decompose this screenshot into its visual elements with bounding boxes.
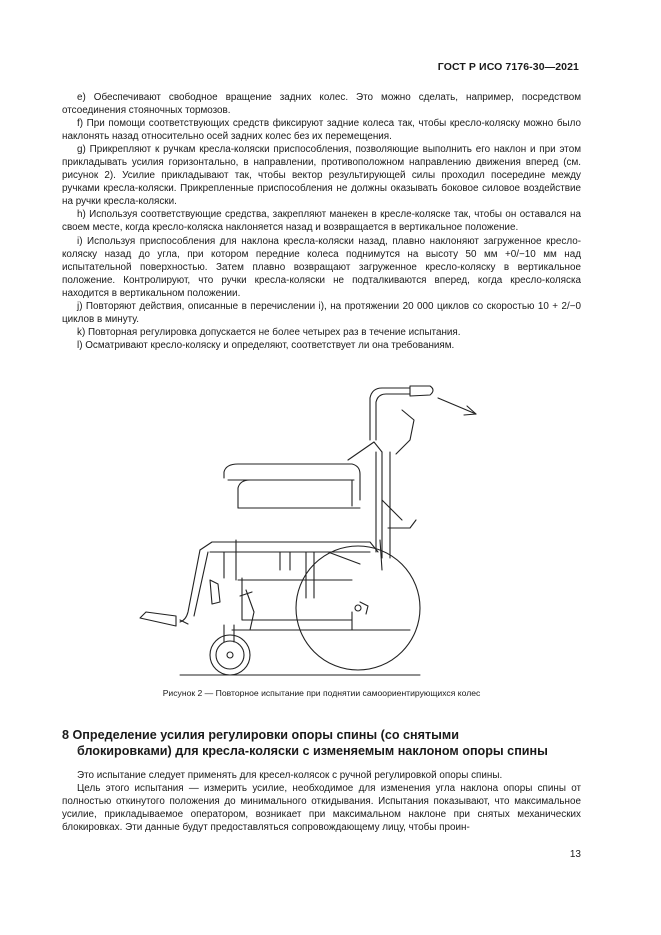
figure-caption: Рисунок 2 — Повторное испытание при поднятии самоориентирующихся колес [162, 688, 481, 698]
paragraph-g: g) Прикрепляют к ручкам кресла-коляски приспособления, позволяющие выполнить его наклон и при этом прикладывать усилия горизонтально, в направлении, противоположном направлению движения вперед (см. рисунок 2). Усилие прикладывают так, чтобы вектор результирующей силы проходил посередине между ручками кресла-коляски. Прикрепленные приспособления не должны оказывать боковое силовое воздействие на ручки кресла-коляски. [62, 144, 581, 208]
body-text [62, 91, 581, 352]
section-heading-line1: 8 Определение усилия регулировки опоры спины (со снятыми [62, 728, 459, 742]
section-heading-line2: блокировками) для кресла-коляски с изменяемым наклоном опоры спины [77, 744, 548, 758]
section-heading [62, 727, 581, 759]
caster-wheel [210, 625, 250, 675]
document-header: ГОСТ Р ИСО 7176-30—2021 [437, 61, 579, 73]
paragraph-l: l) Осматривают кресло-коляску и определяют, соответствует ли она требованиям. [77, 339, 455, 351]
paragraph-k: k) Повторная регулировка допускается не более четырех раз в течение испытания. [77, 326, 461, 338]
section-paragraph-2: Цель этого испытания — измерить усилие, необходимое для изменения угла наклона опоры спины от полностью откинутого положения до минимального откидывания. Испытания показывают, что максимальное усилие, прикладываемое оператором, возникает при максимальном наклоне при снятых механических блокировках. Эти данные будут предоставляться сопровождающему лицу, чтобы проин- [62, 783, 581, 834]
section-body [62, 769, 581, 834]
footrest [140, 550, 220, 626]
paragraph-f: f) При помощи соответствующих средств фиксируют задние колеса так, чтобы кресло-коляску можно было наклонять назад относительно осей задних колес без их перемещения. [62, 118, 581, 143]
rear-wheel [296, 546, 420, 670]
armrest [224, 464, 360, 508]
paragraph-i: i) Используя приспособления для наклона кресла-коляски назад, плавно наклоняют загруженное кресло-коляску назад до угла, при котором передние колеса поднимутся на высоту 50 мм +0/−10 мм над испытательной поверхностью. Затем плавно возвращают загруженное кресло-коляску в вертикальное положение. Контролируют, что ручки кресла-коляски не подталкиваются вперед, когда кресло-коляска находится в вертикальном положении. [62, 235, 581, 299]
force-arrow [438, 398, 476, 415]
seat-frame [200, 540, 410, 630]
paragraph-h: h) Используя соответствующие средства, закрепляют манекен в кресле-коляске так, чтобы он оставался на своем месте, когда кресло-коляска наклоняется назад и возвращается в вертикальное положение. [62, 209, 581, 234]
paragraph-e: e) Обеспечивают свободное вращение задних колес. Это можно сделать, например, посредством отсоединения стояночных тормозов. [62, 92, 581, 117]
paragraph-j: j) Повторяют действия, описанные в перечислении i), на протяжении 20 000 циклов со скоростью 10 + 2/−0 циклов в минуту. [62, 300, 581, 325]
section-paragraph-1: Это испытание следует применять для кресел-колясок с ручной регулировкой опоры спины. [77, 770, 503, 781]
wheelchair-figure [120, 380, 540, 680]
page-number: 13 [569, 849, 581, 860]
